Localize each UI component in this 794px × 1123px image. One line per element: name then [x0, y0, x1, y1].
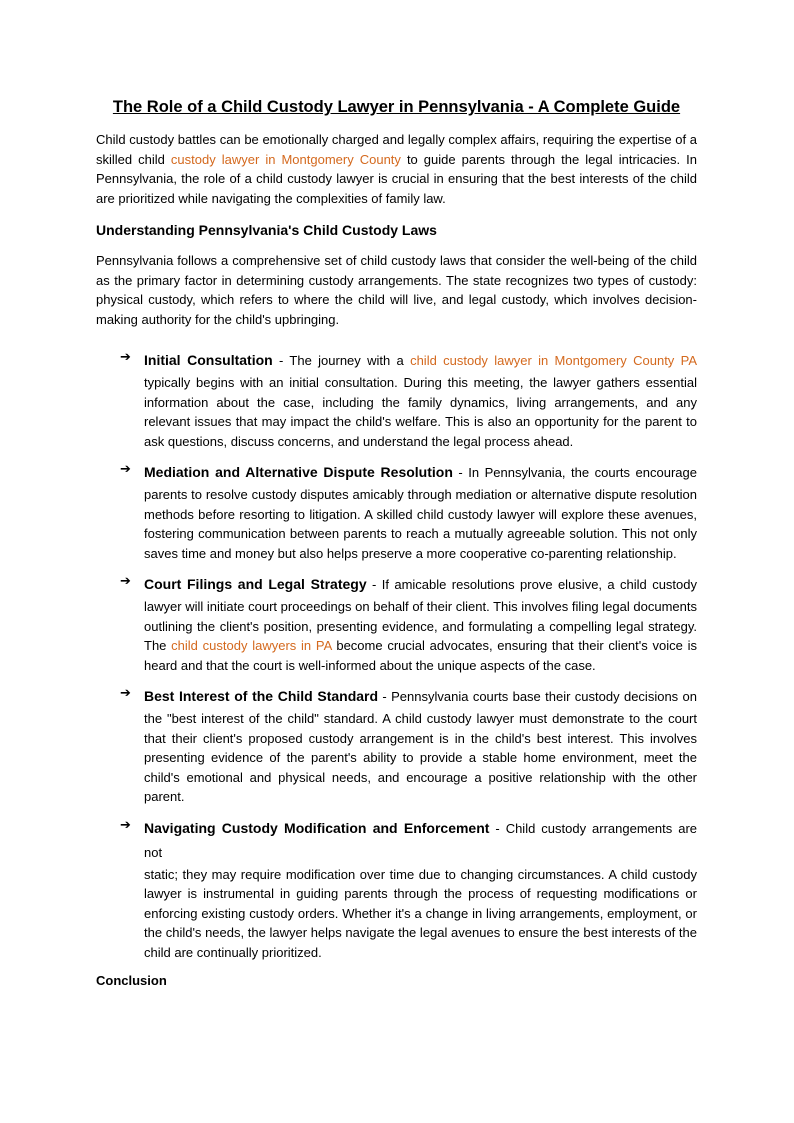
arrow-bullet-icon: ➔	[120, 686, 131, 701]
item-body: static; they may require modification over time due to changing circumstances. A child custody lawyer is instrumental in guiding parents through the process of requesting modifications or enforcing existing custody orders. Whether it's a change in living arrangements, employment, or the child's needs, the lawyer helps navigate the legal avenues to ensure the best interests of the child are continually prioritized.	[144, 866, 697, 960]
item-first-line	[144, 572, 697, 597]
list-item	[120, 816, 698, 963]
item-title: Navigating Custody Modification and Enforcement	[144, 819, 490, 836]
arrow-bullet-icon: ➔	[120, 462, 131, 477]
item-title: Court Filings and Legal Strategy	[144, 576, 367, 592]
item-first-line	[144, 684, 697, 709]
item-lead: - The journey with a	[272, 353, 411, 368]
item-link[interactable]: child custody lawyers in PA	[171, 638, 332, 653]
list-item	[120, 572, 698, 675]
item-first-line	[144, 348, 697, 373]
item-body-start: lawyer will initiate court proceedings on behalf of their client. This involves filing legal documents outlining the client's position, presenting evidence, and formulating a compelling legal strategy. The	[144, 599, 697, 653]
item-lead: - Pennsylvania courts base their custody decisions on	[378, 689, 698, 704]
item-title: Initial Consultation	[144, 352, 273, 368]
list-item	[120, 460, 697, 563]
item-title: Best Interest of the Child Standard	[144, 688, 379, 704]
page-title: The Role of a Child Custody Lawyer in Pennsylvania - A Complete Guide	[112, 98, 681, 116]
item-title: Mediation and Alternative Dispute Resolution	[144, 464, 453, 480]
item-first-line	[144, 460, 697, 485]
arrow-bullet-icon: ➔	[120, 574, 131, 589]
laws-heading: Understanding Pennsylvania's Child Custody Laws	[96, 222, 437, 238]
item-body: parents to resolve custody disputes amicably through mediation or alternative dispute resolution methods before resorting to litigation. A skilled child custody lawyer will explore these avenues, fostering communication between parents to reach a mutually agreeable solution. This not only saves time and money but also helps preserve a more cooperative co-parenting relationship.	[144, 487, 697, 561]
topic-list	[96, 348, 697, 962]
intro-text-start: Child custody battles can be emotionally charged and legally complex affairs, requiring the expertise of a skilled child	[96, 132, 697, 167]
item-link[interactable]: child custody lawyer in Montgomery County PA	[410, 353, 697, 368]
intro-paragraph	[96, 130, 697, 208]
intro-text-end: to guide parents through the legal intricacies. In Pennsylvania, the role of a child custody lawyer is crucial in ensuring that the best interests of the child are prioritized while navigating the complexities of family law.	[96, 151, 697, 206]
item-lead: - If amicable resolutions prove elusive, a child custody	[366, 577, 697, 592]
intro-link[interactable]: custody lawyer in Montgomery County	[170, 151, 401, 167]
conclusion-heading: Conclusion	[96, 973, 167, 988]
item-lead: - Child custody arrangements are not	[144, 820, 698, 860]
item-body: the "best interest of the child" standard. A child custody lawyer must demonstrate to the court that their client's proposed custody arrangement is in the child's best interest. This involves presenting evidence of the parent's ability to provide a stable home environment, meet the child's emotional and physical needs, and encourage a positive relationship with the other parent.	[144, 711, 697, 804]
item-lead: - In Pennsylvania, the courts encourage	[452, 465, 697, 480]
laws-paragraph: Pennsylvania follows a comprehensive set of child custody laws that consider the well-being of the child as the primary factor in determining custody arrangements. The state recognizes two types of custody: physical custody, which refers to where the child will live, and legal custody, which involves decision-making authority for the child's upbringing.	[96, 253, 697, 327]
item-body: typically begins with an initial consultation. During this meeting, the lawyer gathers essential information about the case, including the family dynamics, living arrangements, and any relevant issues that may impact the child's welfare. This is also an opportunity for the parent to ask questions, discuss concerns, and understand the legal process ahead.	[144, 375, 697, 449]
arrow-bullet-icon: ➔	[120, 817, 131, 833]
arrow-bullet-icon: ➔	[120, 350, 131, 365]
list-item	[120, 348, 697, 451]
item-body-end: become crucial advocates, ensuring that their client's voice is heard and that the court is well-informed about the unique aspects of the case.	[144, 638, 698, 673]
list-item	[120, 684, 698, 807]
item-first-line	[144, 816, 697, 865]
